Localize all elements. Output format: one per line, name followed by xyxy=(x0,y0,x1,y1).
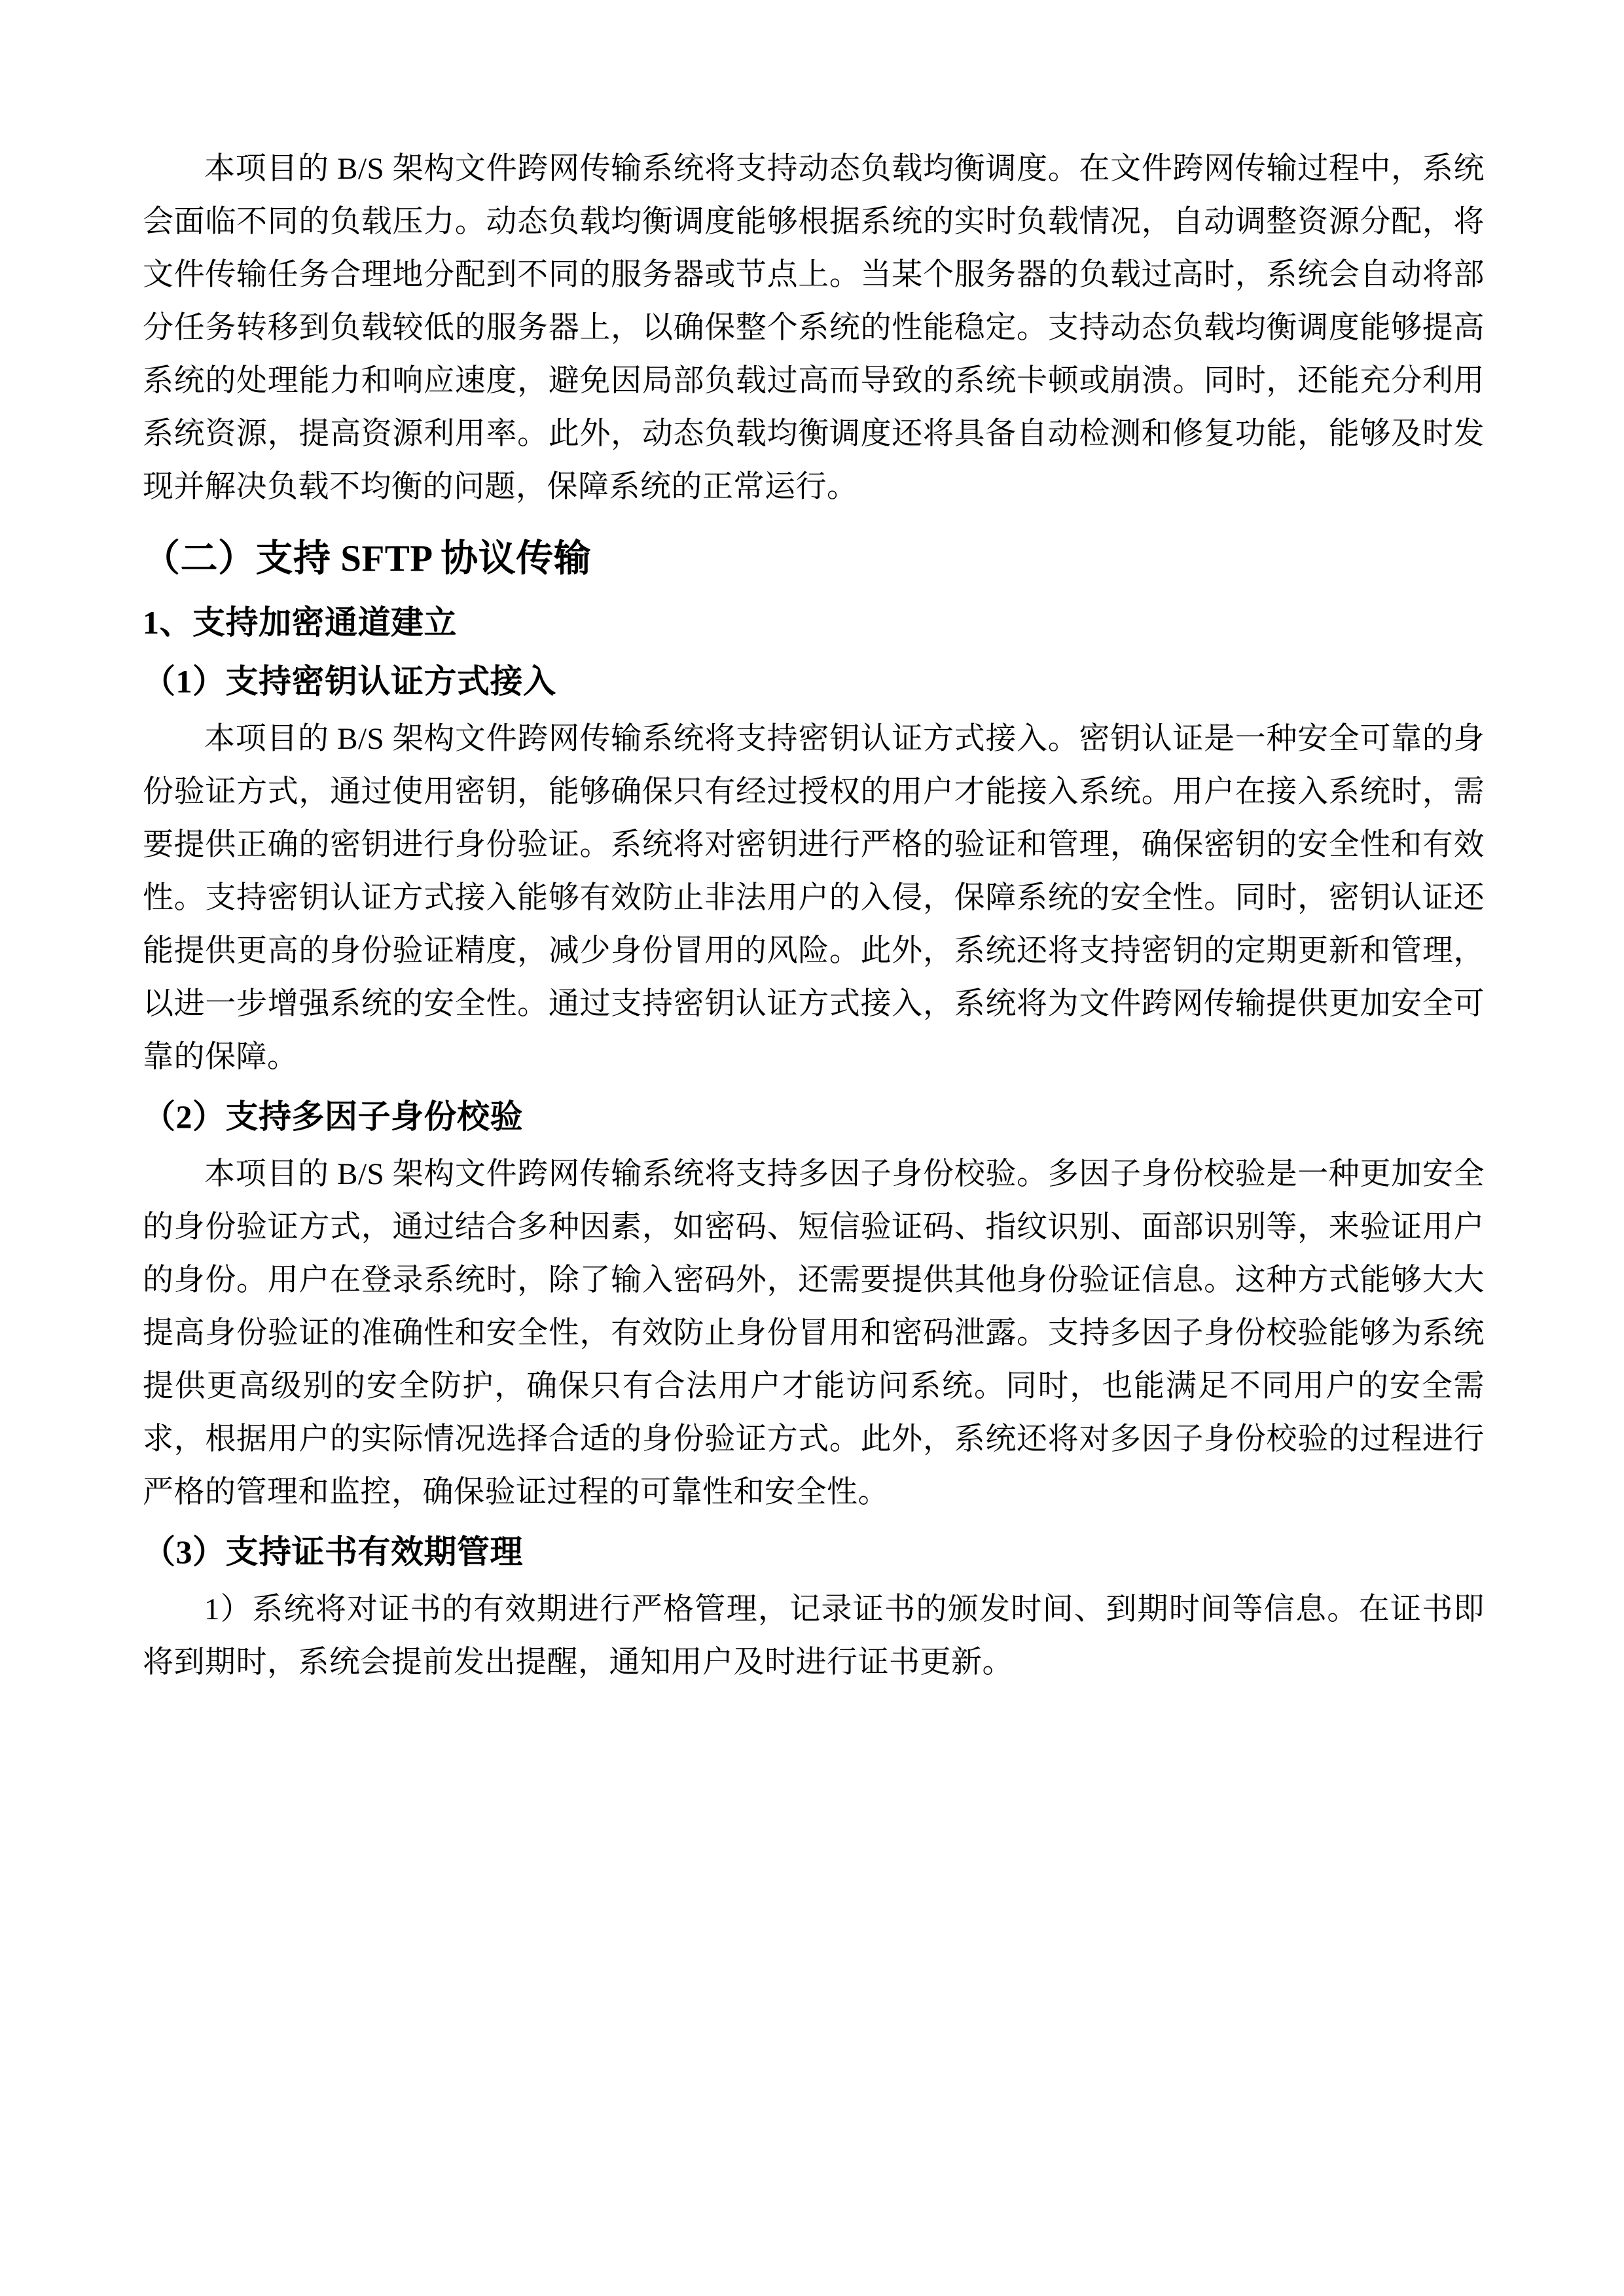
paragraph-key-authentication: 本项目的 B/S 架构文件跨网传输系统将支持密钥认证方式接入。密钥认证是一种安全可靠的身份验证方式，通过使用密钥，能够确保只有经过授权的用户才能接入系统。用户在接入系统时，需要提供正确的密钥进行身份验证。系统将对密钥进行严格的验证和管理，确保密钥的安全性和有效性。支持密钥认证方式接入能够有效防止非法用户的入侵，保障系统的安全性。同时，密钥认证还能提供更高的身份验证精度，减少身份冒用的风险。此外，系统还将支持密钥的定期更新和管理，以进一步增强系统的安全性。通过支持密钥认证方式接入，系统将为文件跨网传输提供更加安全可靠的保障。 xyxy=(143,722,1485,1074)
heading-certificate-validity-management: （3）支持证书有效期管理 xyxy=(143,1534,523,1570)
heading-sftp-protocol: （二）支持 SFTP 协议传输 xyxy=(143,538,592,579)
heading-encrypted-channel: 1、支持加密通道建立 xyxy=(143,604,457,641)
heading-key-authentication: （1）支持密钥认证方式接入 xyxy=(143,663,556,700)
document-content xyxy=(143,143,1485,1689)
paragraph-multifactor-verification: 本项目的 B/S 架构文件跨网传输系统将支持多因子身份校验。多因子身份校验是一种更加安全的身份验证方式，通过结合多种因素，如密码、短信验证码、指纹识别、面部识别等，来验证用户的身份。用户在登录系统时，除了输入密码外，还需要提供其他身份验证信息。这种方式能够大大提高身份验证的准确性和安全性，有效防止身份冒用和密码泄露。支持多因子身份校验能够为系统提供更高级别的安全防护，确保只有合法用户才能访问系统。同时，也能满足不同用户的安全需求，根据用户的实际情况选择合适的身份验证方式。此外，系统还将对多因子身份校验的过程进行严格的管理和监控，确保验证过程的可靠性和安全性。 xyxy=(143,1157,1485,1509)
paragraph-certificate-validity-item-1: 1）系统将对证书的有效期进行严格管理，记录证书的颁发时间、到期时间等信息。在证书即将到期时，系统会提前发出提醒，通知用户及时进行证书更新。 xyxy=(143,1592,1485,1679)
heading-multifactor-verification: （2）支持多因子身份校验 xyxy=(143,1098,523,1135)
paragraph-dynamic-load-balancing: 本项目的 B/S 架构文件跨网传输系统将支持动态负载均衡调度。在文件跨网传输过程中，系统会面临不同的负载压力。动态负载均衡调度能够根据系统的实时负载情况，自动调整资源分配，将文件传输任务合理地分配到不同的服务器或节点上。当某个服务器的负载过高时，系统会自动将部分任务转移到负载较低的服务器上，以确保整个系统的性能稳定。支持动态负载均衡调度能够提高系统的处理能力和响应速度，避免因局部负载过高而导致的系统卡顿或崩溃。同时，还能充分利用系统资源，提高资源利用率。此外，动态负载均衡调度还将具备自动检测和修复功能，能够及时发现并解决负载不均衡的问题，保障系统的正常运行。 xyxy=(143,152,1485,504)
